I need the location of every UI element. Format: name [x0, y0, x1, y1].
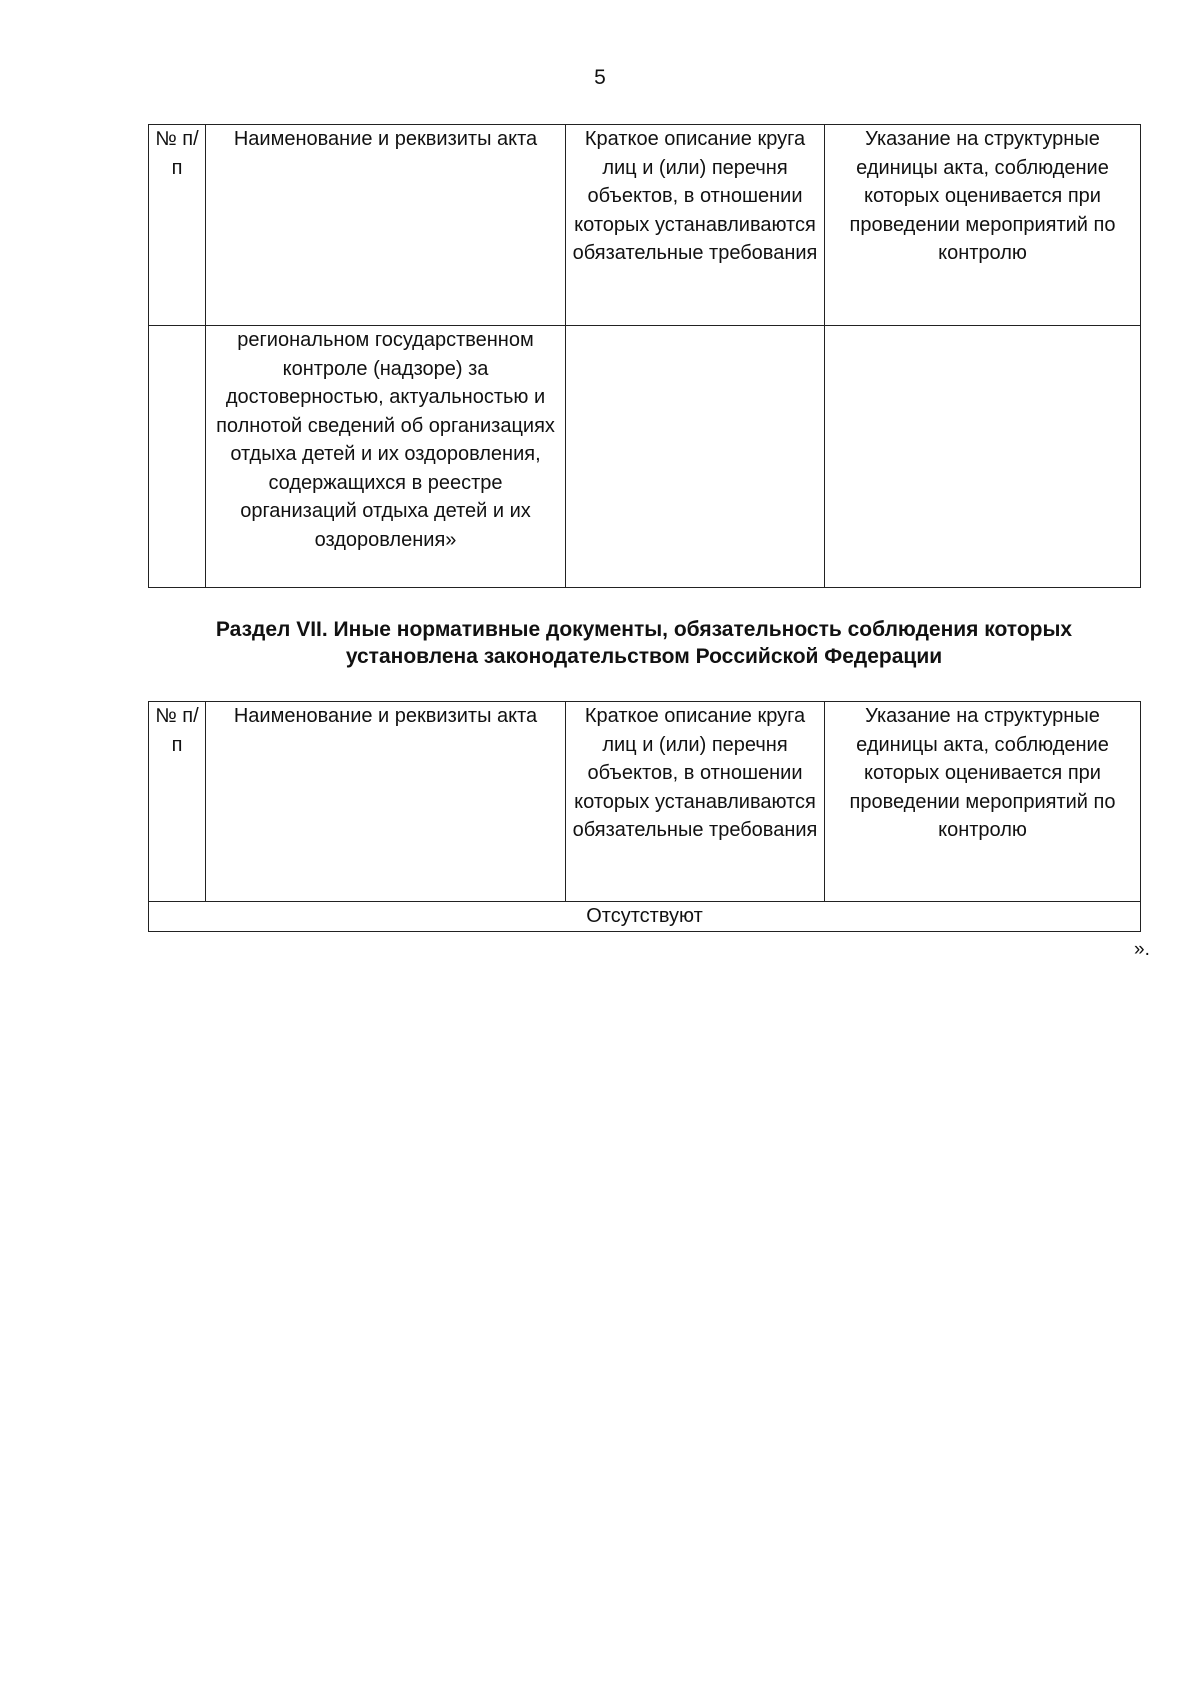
table-row — [149, 902, 1141, 932]
section-vii-table — [148, 701, 1141, 932]
header-number: № п/п — [149, 125, 206, 326]
row-structural-units — [825, 326, 1141, 588]
section-title: Раздел VII. Иные нормативные документы, обязательность соблюдения которых установлена законодательством Российской Федерации — [215, 618, 1073, 668]
table-header-row — [149, 125, 1141, 326]
header-structural-units: Указание на структурные единицы акта, соблюдение которых оценивается при проведении мероприятий по контролю — [825, 702, 1141, 902]
header-description: Краткое описание круга лиц и (или) перечня объектов, в отношении которых устанавливаются обязательные требования — [566, 702, 825, 902]
row-act-name: региональном государственном контроле (надзоре) за достоверностью, актуальностью и полнотой сведений об организациях отдыха детей и их оздоровления, содержащихся в реестре организаций отдыха детей и их оздоровления» — [206, 326, 566, 588]
row-number — [149, 326, 206, 588]
acts-table-continued — [148, 124, 1141, 588]
header-structural-units: Указание на структурные единицы акта, соблюдение которых оценивается при проведении мероприятий по контролю — [825, 125, 1141, 326]
absent-cell: Отсутствуют — [149, 902, 1141, 932]
header-number: № п/п — [149, 702, 206, 902]
header-act-name: Наименование и реквизиты акта — [206, 125, 566, 326]
header-description: Краткое описание круга лиц и (или) перечня объектов, в отношении которых устанавливаются обязательные требования — [566, 125, 825, 326]
page-number: 5 — [594, 66, 606, 89]
table-row — [149, 326, 1141, 588]
row-description — [566, 326, 825, 588]
closing-quote: ». — [1134, 939, 1150, 960]
header-act-name: Наименование и реквизиты акта — [206, 702, 566, 902]
table-header-row — [149, 702, 1141, 902]
